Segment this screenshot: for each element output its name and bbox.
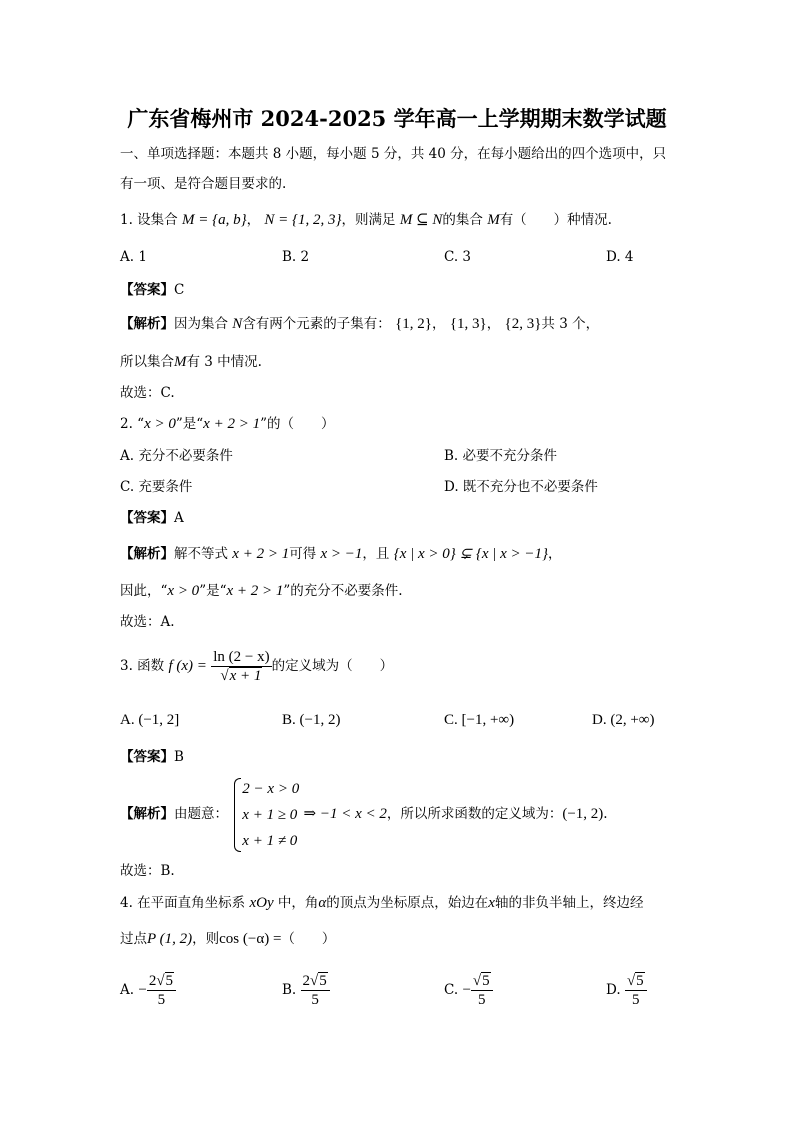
q4-stem-c: 的顶点为坐标原点，始边在 <box>326 895 489 911</box>
q4-xoy: xOy <box>249 895 274 911</box>
q3-numerator: ln (2 − x) <box>213 649 270 665</box>
q4-stem-line-1 <box>120 893 643 913</box>
option-label: B. <box>282 982 301 998</box>
option-denominator: 5 <box>632 992 640 1008</box>
q3-analysis <box>120 774 608 854</box>
q3-option-a: A. (−1, 2] <box>120 712 180 728</box>
q2-ineq: x + 2 > 1 <box>232 546 290 562</box>
q1-end: 有（ ）种情况. <box>499 212 612 228</box>
q1-set-m: M = {a, b} <box>181 212 247 228</box>
q1-analysis-line-1: 【解析】因为集合 N含有两个元素的子集有： {1, 2}， {1, 3}， {2, 3}共 3 个， <box>120 316 600 332</box>
q4-alpha: α <box>318 895 327 911</box>
option-label: D. <box>606 982 625 998</box>
q3-analysis-text-2: ，所以所求函数的定义域为： <box>386 806 563 822</box>
q1-subset-3: {2, 3} <box>504 316 542 332</box>
q1-subset-2: {1, 3} <box>449 316 487 332</box>
q2-analysis-text-6: ”是“ <box>199 583 227 599</box>
q2-analysis-y: x + 2 > 1 <box>226 583 284 599</box>
analysis-label: 【解析】 <box>120 546 174 562</box>
q3-implies: ⇒ −1 < x < 2 <box>303 806 387 822</box>
q2-stem-b: ”是“ <box>175 416 204 432</box>
q1-subset: M ⊆ N <box>399 212 443 228</box>
q2-analysis-text-2: 可得 <box>289 546 317 562</box>
q2-option-b: B. 必要不充分条件 <box>444 448 558 464</box>
q4-stem-b: 中，角 <box>277 895 319 911</box>
q2-set-relation: {x | x > 0} ⊊ {x | x > −1} <box>393 546 549 562</box>
option-numerator: √5 <box>625 972 647 991</box>
q3-fx: f (x) = <box>168 658 207 674</box>
q3-analysis-text-3: . <box>603 806 608 822</box>
q1-number: 1. 设集合 <box>120 212 178 228</box>
q3-analysis-text: 由题意： <box>174 806 228 822</box>
option-denominator: 5 <box>157 992 166 1008</box>
q1-option-b: B. 2 <box>282 249 310 265</box>
q2-option-c: C. 充要条件 <box>120 479 193 495</box>
q2-analysis-line-1 <box>120 544 562 564</box>
option-numerator: 2√5 <box>301 972 330 991</box>
q3-fraction <box>211 648 271 685</box>
section-header-line-1: 一、单项选择题：本题共 8 小题，每小题 5 分，共 40 分，在每小题给出的四个选项中，只 <box>120 146 667 162</box>
q4-stem-f: ，则 <box>192 931 220 947</box>
q1-analysis-text-4: 所以集合 <box>120 354 174 370</box>
q3-stem-a: 3. 函数 <box>120 658 165 674</box>
q3-stem-b: 的定义域为（ ） <box>271 658 394 674</box>
option-fraction <box>625 972 647 1009</box>
q3-answer <box>120 747 184 767</box>
q4-stem-a: 4. 在平面直角坐标系 <box>120 895 246 911</box>
q2-stem-a: 2. “ <box>120 416 145 432</box>
q1-answer <box>120 280 184 300</box>
q4-option-c <box>444 970 493 1010</box>
q1-option-a: A. 1 <box>120 249 147 265</box>
q1-analysis-text-2: 含有两个元素的子集有： <box>242 316 391 332</box>
q1-analysis-text-3: 共 3 个， <box>541 316 600 332</box>
q1-analysis-m: M <box>174 354 187 370</box>
q1-option-c: C. 3 <box>444 249 472 265</box>
q4-expression: cos (−α) = <box>219 931 282 947</box>
q2-option-d: D. 既不充分也不必要条件 <box>444 479 598 495</box>
option-fraction <box>147 972 176 1009</box>
q2-analysis-text-5: 因此，“ <box>120 583 168 599</box>
q3-denominator: √x + 1 <box>220 668 262 684</box>
option-numerator: √5 <box>471 972 493 991</box>
option-radicand: 5 <box>165 973 174 989</box>
option-sign: − <box>138 982 147 998</box>
q1-analysis-n: N <box>232 316 243 332</box>
q3-choose: 故选：B. <box>120 863 175 879</box>
analysis-label: 【解析】 <box>120 806 174 822</box>
q2-stem-c: ”的（ ） <box>260 416 335 432</box>
q4-x: x <box>488 895 495 911</box>
option-radicand: 5 <box>319 973 327 989</box>
option-fraction <box>301 972 330 1009</box>
q4-option-d <box>606 970 647 1010</box>
q1-choose: 故选：C. <box>120 385 175 401</box>
q2-analysis-x: x > 0 <box>167 583 200 599</box>
answer-value: B <box>174 749 184 765</box>
section-header-line-2: 有一项、是符合题目要求的. <box>120 176 287 192</box>
q4-stem-line-2 <box>120 929 335 949</box>
q2-cond-1: x > 0 <box>144 416 176 432</box>
answer-value: C <box>174 282 185 298</box>
option-sign: − <box>462 982 471 998</box>
q1-mid: ，则满足 <box>341 212 396 228</box>
q1-analysis-text-5: 有 3 中情况. <box>186 354 262 370</box>
q1-sep: ， <box>246 212 261 228</box>
q1-set-n: N = {1, 2, 3} <box>264 212 342 228</box>
q3-case-1: 2 − x > 0 <box>242 780 300 797</box>
q2-cond-2: x + 2 > 1 <box>203 416 261 432</box>
page-title: 广东省梅州市 2024-2025 学年高一上学期期末数学试题 <box>127 106 667 131</box>
q3-radicand: x + 1 <box>229 668 262 684</box>
q2-stem <box>120 414 334 434</box>
option-numerator: 2√5 <box>147 972 176 991</box>
option-radicand: 5 <box>636 973 644 989</box>
q1-option-d: D. 4 <box>606 249 634 265</box>
q2-option-a: A. 充分不必要条件 <box>120 448 233 464</box>
q3-case-3: x + 1 ≠ 0 <box>242 832 298 849</box>
answer-label: 【答案】 <box>120 282 174 298</box>
option-label: A. <box>120 982 139 998</box>
q2-analysis-text: 解不等式 <box>174 546 228 562</box>
option-fraction <box>471 972 493 1009</box>
q4-stem-d: 轴的非负半轴上，终边经 <box>494 895 644 911</box>
option-denominator: 5 <box>311 992 319 1008</box>
analysis-label: 【解析】 <box>120 316 174 332</box>
q1-m: M <box>487 212 500 228</box>
q3-stem <box>120 646 393 686</box>
q4-option-b <box>282 970 330 1010</box>
q2-choose: 故选：A. <box>120 614 175 630</box>
q3-option-b: B. (−1, 2) <box>282 712 341 728</box>
option-denominator: 5 <box>478 992 486 1008</box>
q4-point: P (1, 2) <box>147 931 193 947</box>
q1-analysis-text: 因为集合 <box>174 316 228 332</box>
q2-analysis-text-4: ， <box>548 546 562 562</box>
option-radicand: 5 <box>482 973 490 989</box>
q4-stem-e: 过点 <box>120 931 147 947</box>
answer-label: 【答案】 <box>120 510 174 526</box>
q4-stem-g: （ ） <box>281 931 336 947</box>
q2-result: x > −1 <box>320 546 363 562</box>
q2-analysis-text-7: ”的充分不必要条件. <box>283 583 403 599</box>
answer-value: A <box>174 510 184 526</box>
q1-stem <box>120 210 612 230</box>
q1-analysis-line-2 <box>120 352 262 372</box>
q4-option-a <box>120 970 176 1010</box>
q3-case-2: x + 1 ≥ 0 <box>242 806 298 823</box>
answer-label: 【答案】 <box>120 749 174 765</box>
option-label: C. <box>444 982 463 998</box>
q1-subset-1: {1, 2} <box>395 316 433 332</box>
q1-mid2: 的集合 <box>442 212 483 228</box>
q3-option-c: C. [−1, +∞) <box>444 712 515 728</box>
q3-cases-system <box>232 776 299 854</box>
q2-analysis-text-3: ，且 <box>362 546 390 562</box>
q2-answer <box>120 508 184 528</box>
q3-option-d: D. (2, +∞) <box>592 712 655 728</box>
q3-domain: (−1, 2) <box>562 806 604 822</box>
q2-analysis-line-2 <box>120 581 403 601</box>
